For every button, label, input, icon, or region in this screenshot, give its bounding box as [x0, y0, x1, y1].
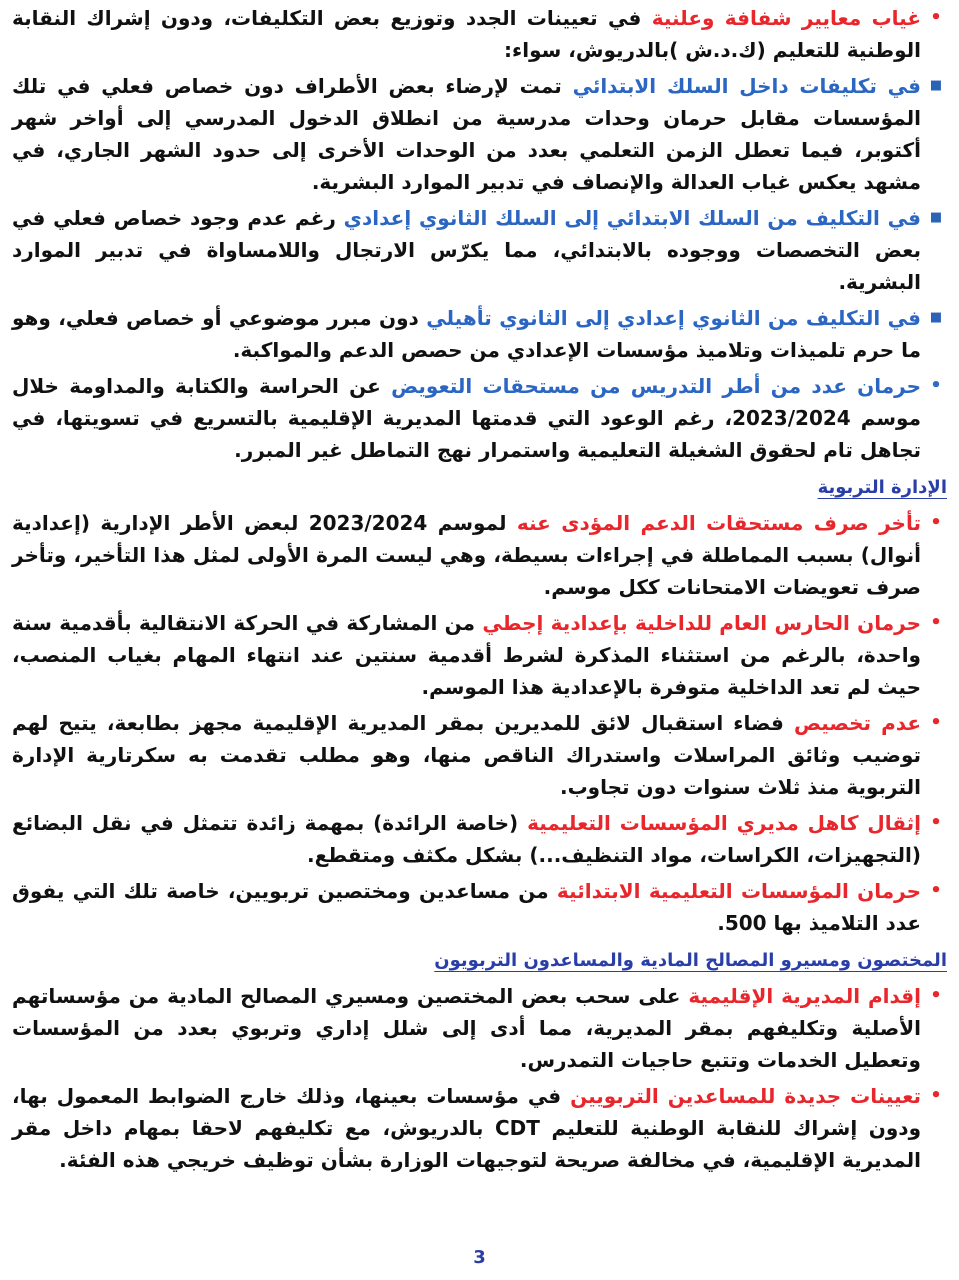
- bullet-dot-icon: •: [930, 880, 942, 901]
- list-item: [12, 807, 947, 871]
- bullet-dot-icon: •: [930, 375, 942, 396]
- bullet-dot-icon: •: [930, 612, 942, 633]
- list-item: [12, 875, 947, 939]
- bullet-square-icon: ■: [929, 310, 943, 325]
- bullet-dot-icon: •: [930, 7, 942, 28]
- item-highlight: تأخر صرف مستحقات الدعم المؤدى عنه: [516, 511, 921, 535]
- list-item: [12, 370, 947, 466]
- item-highlight: في تكليفات داخل السلك الابتدائي: [572, 74, 921, 98]
- list-item: [12, 507, 947, 603]
- bullet-dot-icon: •: [930, 512, 942, 533]
- bullet-dot-icon: •: [930, 812, 942, 833]
- item-text: (خاصة الرائدة) بمهمة زائدة تتمثل في نقل البضائع (التجهيزات، الكراسات، مواد التنظيف...) بشكل مكثف ومتقطع.: [12, 811, 921, 867]
- item-text: في تعيينات الجدد وتوزيع بعض التكليفات، ودون إشراك النقابة الوطنية للتعليم (ك.د.ش )بالدريوش، سواء:: [12, 6, 921, 62]
- list-item: [12, 70, 947, 198]
- list-item: [12, 607, 947, 703]
- section-heading-row: [12, 943, 947, 978]
- item-text: لموسم 2023/2024 لبعض الأطر الإدارية (إعدادية أنوال) بسبب المماطلة في إجراءات بسيطة، وهي ليست المرة الأولى لمثل هذا التأخير، وتأخر صرف تعويضات الامتحانات ككل موسم.: [12, 511, 921, 599]
- item-text: فضاء استقبال لائق للمديرين بمقر المديرية الإقليمية مجهز بطابعة، يتيح لهم توضيب وثائق المراسلات واستدراك الناقص منها، وهو مطلب تقدمت به سكرتارية الإدارة التربوية منذ ثلاث سنوات دون تجاوب.: [12, 711, 921, 799]
- bullet-dot-icon: •: [930, 1085, 942, 1106]
- list-item: [12, 980, 947, 1076]
- item-highlight: في التكليف من السلك الابتدائي إلى السلك الثانوي إعدادي: [343, 206, 921, 230]
- item-highlight: في التكليف من الثانوي إعدادي إلى الثانوي تأهيلي: [426, 306, 921, 330]
- item-highlight: إثقال كاهل مديري المؤسسات التعليمية: [527, 811, 921, 835]
- document-page: [12, 2, 947, 1180]
- bullet-square-icon: ■: [929, 210, 943, 225]
- list-item: [12, 1080, 947, 1176]
- item-text: في مؤسسات بعينها، وذلك خارج الضوابط المعمول بها، ودون إشراك للنقابة الوطنية للتعليم CDT بالدريوش، مع تكليفهم لاحقا بمهام داخل مقر المديرية الإقليمية، في مخالفة صريحة لتوجيهات الوزارة بشأن توظيف خريجي هذه الفئة.: [12, 1084, 921, 1172]
- list-item: [12, 202, 947, 298]
- item-highlight: غياب معايير شفافة وعلنية: [651, 6, 922, 30]
- item-text: من مساعدين ومختصين تربويين، خاصة تلك التي يفوق عدد التلاميذ بها 500.: [12, 879, 921, 935]
- item-highlight: حرمان الحارس العام للداخلية بإعدادية إجطي: [482, 611, 921, 635]
- item-highlight: إقدام المديرية الإقليمية: [688, 984, 922, 1008]
- bullet-square-icon: ■: [929, 78, 943, 93]
- item-text: رغم عدم وجود خصاص فعلي في بعض التخصصات ووجوده بالابتدائي، مما يكرّس الارتجال واللامساواة في تدبير الموارد البشرية.: [12, 206, 921, 294]
- list-item: [12, 707, 947, 803]
- item-text: دون مبرر موضوعي أو خصاص فعلي، وهو ما حرم تلميذات وتلاميذ مؤسسات الإعدادي من حصص الدعم والمواكبة.: [12, 306, 921, 362]
- bullet-dot-icon: •: [930, 985, 942, 1006]
- section-heading-specialists: المختصون ومسيرو المصالح المادية والمساعدون التربويون: [434, 950, 947, 971]
- bullet-dot-icon: •: [930, 712, 942, 733]
- page-number: 3: [473, 1247, 486, 1268]
- item-text: على سحب بعض المختصين ومسيري المصالح المادية من مؤسساتهم الأصلية وتكليفهم بمقر المديرية، مما أدى إلى شلل إداري وتربوي بعدد من المؤسسات وتعطيل الخدمات وتتبع حاجيات التمدرس.: [12, 984, 921, 1072]
- item-text: عن الحراسة والكتابة والمداومة خلال موسم 2023/2024، رغم الوعود التي قدمتها المديرية الإقليمية بالتسريع في تسويتها، في تجاهل تام لحقوق الشغيلة التعليمية واستمرار نهج التماطل غير المبرر.: [12, 374, 921, 462]
- list-item: [12, 2, 947, 66]
- list-item: [12, 302, 947, 366]
- item-highlight: حرمان عدد من أطر التدريس من مستحقات التعويض: [391, 374, 921, 398]
- item-text: من المشاركة في الحركة الانتقالية بأقدمية سنة واحدة، بالرغم من استثناء المذكرة لشرط أقدمية سنتين عند انتهاء المهام بغياب المنصب، حيث لم تعد الداخلية متوفرة بالإعدادية هذا الموسم.: [12, 611, 921, 699]
- item-highlight: تعيينات جديدة للمساعدين التربويين: [570, 1084, 922, 1108]
- item-text: تمت لإرضاء بعض الأطراف دون خصاص فعلي في تلك المؤسسات مقابل حرمان وحدات مدرسية من انطلاق الدخول المدرسي إلى أواخر شهر أكتوبر، فيما تعطل الزمن التعلمي بعدد من الوحدات الأخرى إلى حدود الشهر الجاري، في مشهد يعكس غياب العدالة والإنصاف في تدبير الموارد البشرية.: [12, 74, 921, 194]
- item-highlight: حرمان المؤسسات التعليمية الابتدائية: [556, 879, 921, 903]
- item-highlight: عدم تخصيص: [793, 711, 922, 735]
- section-heading-row: [12, 470, 947, 505]
- section-heading-administration: الإدارة التربوية: [817, 477, 947, 498]
